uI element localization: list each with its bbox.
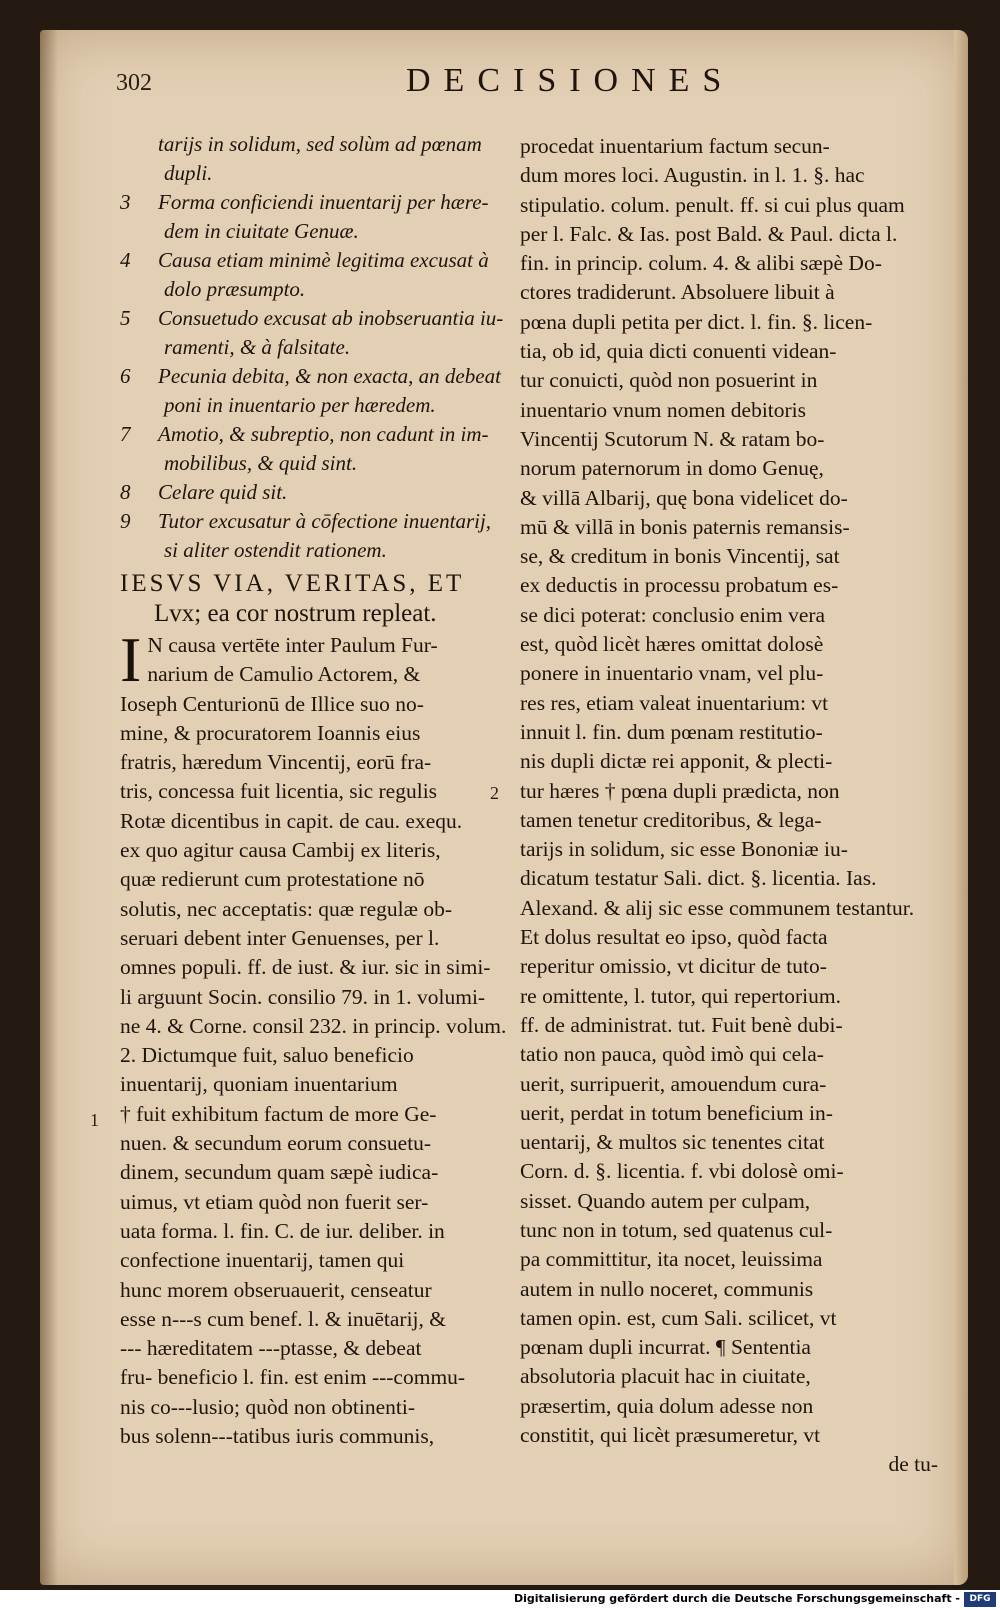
text-line: Rotæ dicentibus in capit. de cau. exequ. (120, 808, 463, 833)
summary-line: Pecunia debita, & non exacta, an debeat (158, 364, 501, 388)
text-line: dum mores loci. Augustin. in l. 1. §. hac (520, 163, 865, 188)
right-body-lines (490, 132, 938, 1450)
gutter-shadow (40, 30, 58, 1585)
text-line: sisset. Quando autem per culpam, (520, 1188, 811, 1213)
text-line: tunc non in totum, sed quatenus cul- (520, 1217, 833, 1242)
summary-line: si aliter ostendit rationem. (164, 538, 387, 562)
text-line: ff. de administrat. tut. Fuit benè dubi- (520, 1012, 843, 1037)
text-line: Ioseph Centurionū de Illice suo no- (120, 691, 424, 716)
text-line: ex deductis in processu probatum es- (520, 573, 839, 598)
footer-bar (0, 1590, 1000, 1610)
summary-line: poni in inuentario per hæredem. (164, 393, 436, 417)
summary-line: Tutor excusatur à cōfectione inuentarij, (158, 509, 492, 533)
text-line: uerit, surripuerit, amouendum cura- (520, 1071, 827, 1096)
text-line: ne 4. & Corne. consil 232. in princip. volum. (120, 1013, 507, 1038)
text-line: quæ redierunt cum protestatione nō (120, 867, 425, 892)
text-line: fin. in princip. colum. 4. & alibi sæpè Do- (520, 251, 882, 276)
text-line: nuen. & secundum eorum consuetu- (120, 1131, 432, 1156)
text-line: tris, concessa fuit licentia, sic regulis (120, 779, 438, 804)
summary-item (120, 420, 540, 478)
left-body-lines (90, 624, 540, 1451)
text-line: se dici poterat: conclusio enim vera (520, 602, 826, 627)
invocation-line-1: IESVS VIA, VERITAS, ET (120, 570, 465, 597)
text-line: est, quòd licèt hæres omittat dolosè (520, 632, 824, 657)
text-line: pa committitur, ita nocet, leuissima (520, 1247, 823, 1272)
text-line: se, & creditum in bonis Vincentij, sat (520, 544, 840, 569)
text-line: bus solenn---tatibus iuris communis, (120, 1424, 435, 1449)
text-line: re omittente, l. tutor, qui repertorium. (520, 983, 841, 1008)
text-line: confectione inuentarij, tamen qui (120, 1248, 405, 1273)
right-column (490, 132, 938, 1480)
text-line: mū & villā in bonis paternis remansis- (520, 514, 850, 539)
text-line: Corn. d. §. licentia. f. vbi dolosè omi- (520, 1159, 844, 1184)
text-line: 2. Dictumque fuit, saluo beneficio (120, 1043, 414, 1068)
text-line: nis dupli dictæ rei apponit, & plecti- (520, 749, 833, 774)
summary-list (120, 188, 540, 565)
drop-capital: I (120, 624, 142, 695)
text-line: inuentario vnum nomen debitoris (520, 397, 807, 422)
summary-number: 9 (120, 509, 131, 533)
summary-continuation (120, 130, 540, 188)
running-title: DECISIONES (406, 62, 735, 99)
summary-line: dolo præsumpto. (164, 277, 306, 301)
summary-line: tarijs in solidum, sed solùm ad pœnam (158, 132, 482, 156)
dfg-logo: DFG (964, 1592, 996, 1607)
page-number: 302 (116, 70, 152, 96)
text-line: tatio non pauca, quòd imò qui cela- (520, 1042, 824, 1067)
funding-notice: Digitalisierung gefördert durch die Deutsche Forschungsgemeinschaft - (513, 1592, 960, 1605)
summary-line: Consuetudo excusat ab inobseruantia iu- (158, 306, 504, 330)
text-line: norum paternorum in domo Genuę, (520, 456, 824, 481)
text-line: uimus, vt etiam quòd non fuerit ser- (120, 1189, 429, 1214)
text-line: res res, etiam valeat inuentarium: vt (520, 690, 829, 715)
text-line: solutis, nec acceptatis: quæ regulæ ob- (120, 896, 452, 921)
summary-line: Forma conficiendi inuentarij per hære- (158, 190, 489, 214)
text-line: inuentarij, quoniam inuentarium (120, 1072, 398, 1097)
text-line: esse n---s cum benef. l. & inuētarij, & (120, 1306, 446, 1331)
text-line: præsertim, quia dolum adesse non (520, 1393, 814, 1418)
text-line: omnes populi. ff. de iust. & iur. sic in simi- (120, 955, 491, 980)
text-line: Vincentij Scutorum N. & ratam bo- (520, 426, 825, 451)
text-line: nis co---lusio; quòd non obtinenti- (120, 1394, 415, 1419)
text-line: tur hæres † pœna dupli prædicta, non (520, 778, 840, 803)
summary-item (120, 362, 540, 420)
invocation-line-2: Lvx; ea cor nostrum repleat. (154, 600, 437, 627)
text-line: ex quo agitur causa Cambij ex literis, (120, 838, 441, 863)
text-line: procedat inuentarium factum secun- (520, 134, 830, 158)
text-line: fratris, hæredum Vincentij, eorū fra- (120, 750, 432, 775)
text-line: absolutoria placuit hac in ciuitate, (520, 1364, 811, 1389)
text-line: per l. Falc. & Ias. post Bald. & Paul. dicta l. (520, 221, 898, 246)
text-line: uerit, perdat in totum beneficium in- (520, 1100, 833, 1125)
text-line: narium de Camulio Actorem, & (147, 662, 421, 687)
summary-line: ramenti, & à falsitate. (164, 335, 351, 359)
text-line: pœna dupli petita per dict. l. fin. §. licen- (520, 309, 873, 334)
text-line: fru- beneficio l. fin. est enim ---commu- (120, 1365, 466, 1390)
summary-line: dupli. (164, 161, 213, 185)
page-edge (954, 30, 968, 1585)
text-line: autem in nullo noceret, communis (520, 1276, 814, 1301)
text-line: tia, ob id, quia dicti conuenti videan- (520, 339, 837, 364)
text-line: constitit, qui licèt præsumeretur, vt (520, 1423, 821, 1448)
left-column (90, 130, 540, 1451)
catchword: de tu- (888, 1452, 938, 1477)
page-header (116, 62, 916, 112)
text-line: dicatum testatur Sali. dict. §. licentia. Ias. (520, 866, 877, 891)
text-line: & villā Albarij, quę bona videlicet do- (520, 485, 848, 510)
summary-item (120, 304, 540, 362)
summary-number: 5 (120, 306, 131, 330)
summary-number: 3 (120, 190, 131, 214)
text-line: hunc morem obseruauerit, censeatur (120, 1277, 432, 1302)
summary-line: Causa etiam minimè legitima excusat à (158, 248, 489, 272)
summary-line: dem in ciuitate Genuæ. (164, 219, 359, 243)
text-line: uata forma. l. fin. C. de iur. deliber. in (120, 1218, 445, 1243)
text-line: tamen tenetur creditoribus, & lega- (520, 807, 822, 832)
summary-number: 7 (120, 422, 131, 446)
left-body-text (90, 624, 540, 1451)
margin-note-number: 2 (490, 782, 499, 803)
text-line: mine, & procuratorem Ioannis eius (120, 720, 421, 745)
summary-line: Celare quid sit. (158, 480, 288, 504)
summary-number: 8 (120, 480, 131, 504)
text-line: li arguunt Socin. consilio 79. in 1. volumi- (120, 984, 486, 1009)
margin-note-number: 1 (90, 1109, 99, 1130)
text-line: tarijs in solidum, sic esse Bononiæ iu- (520, 837, 848, 862)
text-line: seruari debent inter Genuenses, per l. (120, 925, 440, 950)
text-line: N causa vertēte inter Paulum Fur- (147, 633, 438, 657)
text-line: --- hæreditatem ---ptasse, & debeat (120, 1336, 422, 1361)
summary-item (120, 507, 540, 565)
text-line: dinem, secundum quam sæpè iudica- (120, 1160, 439, 1185)
text-line: Alexand. & alij sic esse communem testantur. (520, 895, 915, 920)
text-line: uentarij, & multos sic tenentes citat (520, 1130, 825, 1155)
text-line: tamen opin. est, cum Sali. scilicet, vt (520, 1305, 837, 1330)
text-line: Et dolus resultat eo ipso, quòd facta (520, 925, 828, 950)
summary-item (120, 246, 540, 304)
summary-item (120, 188, 540, 246)
text-line: reperitur omissio, vt dicitur de tuto- (520, 954, 827, 979)
text-line: innuit l. fin. dum pœnam restitutio- (520, 719, 823, 744)
summary-line: Amotio, & subreptio, non cadunt in im- (158, 422, 489, 446)
summary-number: 6 (120, 364, 131, 388)
text-line: † fuit exhibitum factum de more Ge- (120, 1101, 437, 1126)
text-line: pœnam dupli incurrat. ¶ Sententia (520, 1335, 811, 1360)
text-line: stipulatio. colum. penult. ff. si cui plus quam (520, 192, 905, 217)
summary-item (120, 478, 540, 507)
text-line: ctores tradiderunt. Absoluere libuit à (520, 280, 835, 305)
summary-line: mobilibus, & quid sint. (164, 451, 358, 475)
summary-number: 4 (120, 248, 131, 272)
text-line: ponere in inuentario vnam, vel plu- (520, 661, 824, 686)
text-line: tur conuicti, quòd non posuerint in (520, 368, 818, 393)
